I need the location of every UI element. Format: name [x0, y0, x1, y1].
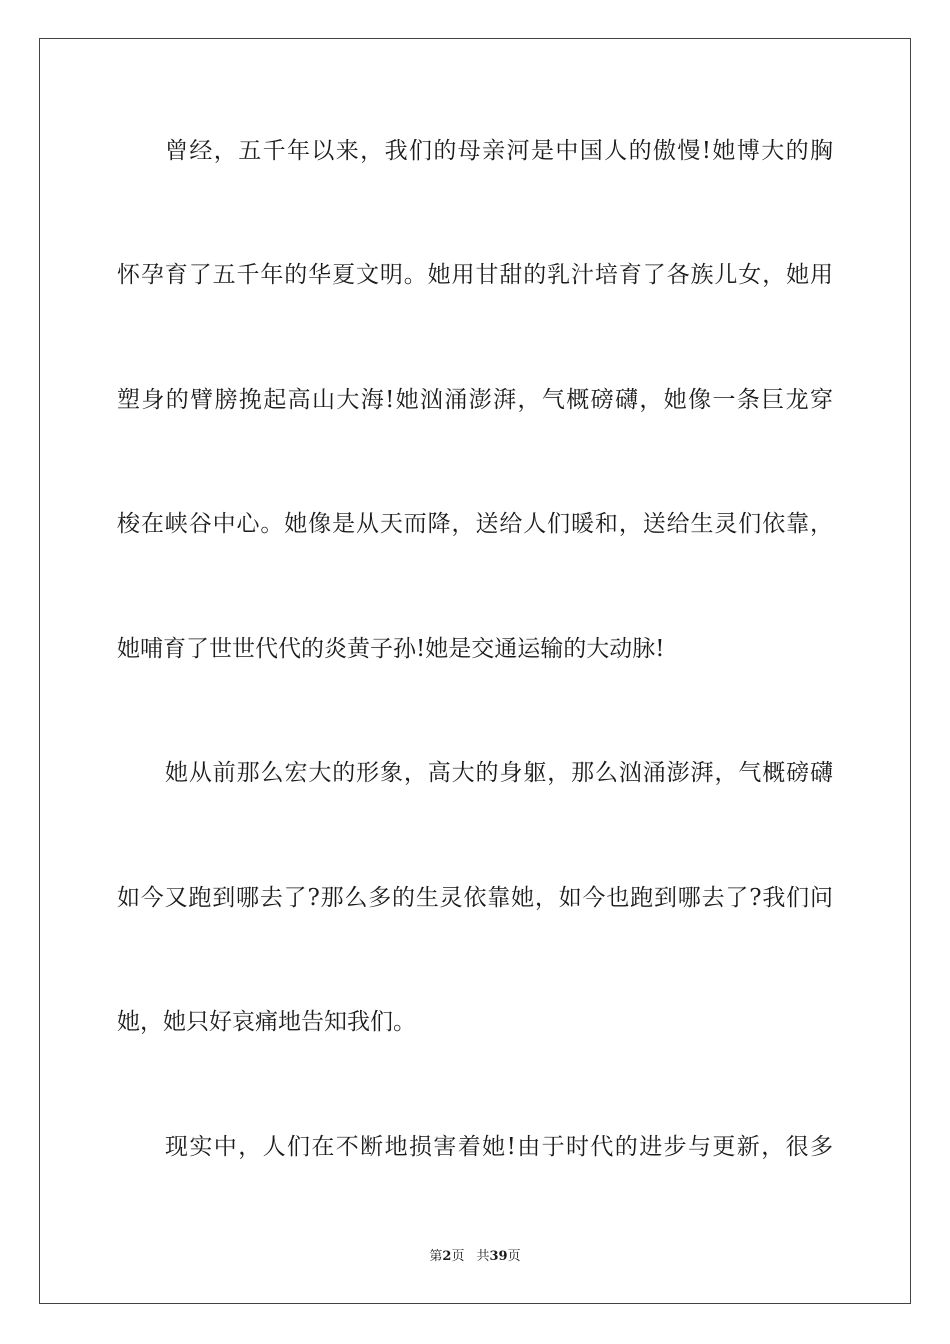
paragraph-2-line-2: 如今又跑到哪去了?那么多的生灵依靠她，如今也跑到哪去了?我们问: [117, 885, 833, 911]
total-prefix: 共: [476, 1249, 490, 1264]
paragraph-1-line-5: 她哺育了世世代代的炎黄子孙!她是交通运输的大动脉!: [117, 636, 665, 662]
page-border: [39, 38, 911, 1304]
paragraph-1-line-1: 曾经，五千年以来，我们的母亲河是中国人的傲慢!她博大的胸: [165, 138, 833, 164]
paragraph-1-line-2: 怀孕育了五千年的华夏文明。她用甘甜的乳汁培育了各族儿女，她用: [117, 262, 833, 288]
page-unit: 页: [451, 1249, 465, 1264]
page-total-number: 39: [489, 1249, 508, 1264]
paragraph-2-line-3: 她，她只好哀痛地告知我们。: [117, 1009, 416, 1035]
page-current-number: 2: [442, 1249, 452, 1264]
page-footer: [0, 1248, 950, 1266]
paragraph-3-line-1: 现实中，人们在不断地损害着她!由于时代的进步与更新，很多: [165, 1134, 833, 1160]
paragraph-1-line-4: 梭在峡谷中心。她像是从天而降，送给人们暖和，送给生灵们依靠，: [117, 511, 833, 537]
paragraph-2-line-1: 她从前那么宏大的形象，高大的身躯，那么汹涌澎湃，气概磅礴: [165, 760, 833, 786]
total-unit: 页: [507, 1249, 521, 1264]
page-prefix: 第: [429, 1249, 443, 1264]
paragraph-1-line-3: 塑身的臂膀挽起高山大海!她汹涌澎湃，气概磅礴，她像一条巨龙穿: [117, 387, 833, 413]
